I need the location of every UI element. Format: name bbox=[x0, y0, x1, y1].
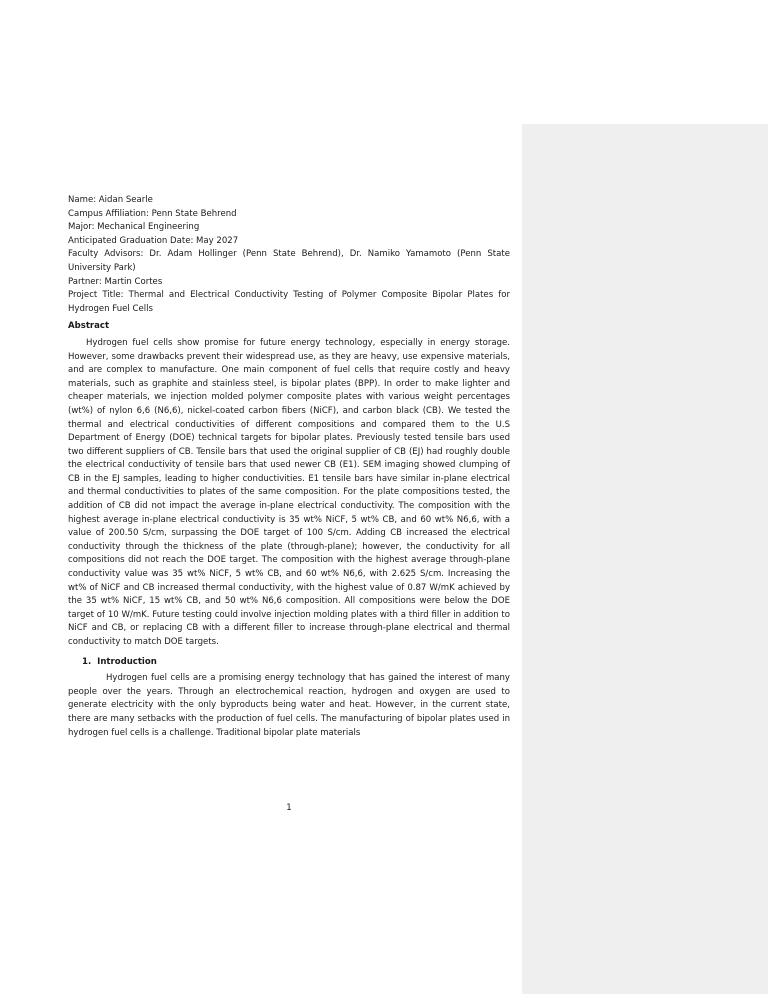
major: Major: Mechanical Engineering bbox=[68, 222, 200, 233]
comment-pane bbox=[522, 124, 768, 994]
page-number: 1 bbox=[286, 803, 292, 813]
abstract-text: Hydrogen fuel cells show promise for future energy technology, especially in energy storage. However, some drawbacks prevent their widespread use, as they are heavy, use expensive materials, and are complex to manufacture. One main component of fuel cells that require costly and heavy materials, such as graphite and stainless steel, is bipolar plates (BPP). In order to make lighter and cheaper materials, we injection molded polymer composite plates with various weight percentages (wt%) of nylon 6,6 (N6,6), nickel-coated carbon fibers (NiCF), and carbon black (CB). We tested the thermal and electrical conductivities of different compositions and compared them to the U.S Department of Energy (DOE) technical targets for bipolar plates. Previously tested tensile bars used two different suppliers of CB. Tensile bars that used the original supplier of CB (EJ) had roughly double the electrical conductivity of tensile bars that used newer CB (E1). SEM imaging showed clumping of CB in the EJ samples, leading to higher conductivities. E1 tensile bars have similar in-plane electrical and thermal conductivities to plates of the same composition. For the plate compositions tested, the addition of CB did not impact the average in-plane electrical conductivity. The composition with the highest average in-plane electrical conductivity is 35 wt% NiCF, 5 wt% CB, and 60 wt% N6,6, with a value of 200.50 S/cm, surpassing the DOE target of 100 S/cm. Adding CB increased the electrical conductivity through the thickness of the plate (through-plane); however, the conductivity for all compositions did not reach the DOE target. The composition with the highest average through-plane conductivity value was 35 wt% NiCF, 5 wt% CB, and 60 wt% N6,6, with 2.625 S/cm. Increasing the wt% of NiCF and CB increased thermal conductivity, with the highest value of 0.87 W/mK achieved by the 35 wt% NiCF, 15 wt% CB, and 50 wt% N6,6 composition. All compositions were below the DOE target of 10 W/mK. Future testing could involve injection molding plates with a third filler in addition to NiCF and CB, or replacing CB with a different filler to increase through-plane electrical and thermal conductivity to match DOE targets. bbox=[68, 337, 510, 647]
abstract-heading: Abstract bbox=[68, 321, 110, 332]
faculty-advisors: Faculty Advisors: Dr. Adam Hollinger (Penn State Behrend), Dr. Namiko Yamamoto (Penn State University Park) bbox=[68, 249, 510, 273]
document-page bbox=[68, 194, 510, 813]
author-name: Name: Aidan Searle bbox=[68, 195, 153, 205]
campus-affiliation: Campus Affiliation: Penn State Behrend bbox=[68, 208, 237, 219]
graduation-date: Anticipated Graduation Date: May 2027 bbox=[68, 235, 239, 246]
introduction-text: Hydrogen fuel cells are a promising energy technology that has gained the interest of many people over the years. Through an electrochemical reaction, hydrogen and oxygen are used to generate electricity with the only byproducts being water and heat. However, in the current state, there are many setbacks with the production of fuel cells. The manufacturing of bipolar plates used in hydrogen fuel cells is a challenge. Traditional bipolar plate materials bbox=[68, 673, 510, 738]
project-title: Project Title: Thermal and Electrical Conductivity Testing of Polymer Composite Bipolar Plates for Hydrogen Fuel Cells bbox=[68, 290, 510, 314]
partner: Partner: Martin Cortes bbox=[68, 276, 163, 287]
introduction-heading: 1. Introduction bbox=[82, 656, 157, 667]
